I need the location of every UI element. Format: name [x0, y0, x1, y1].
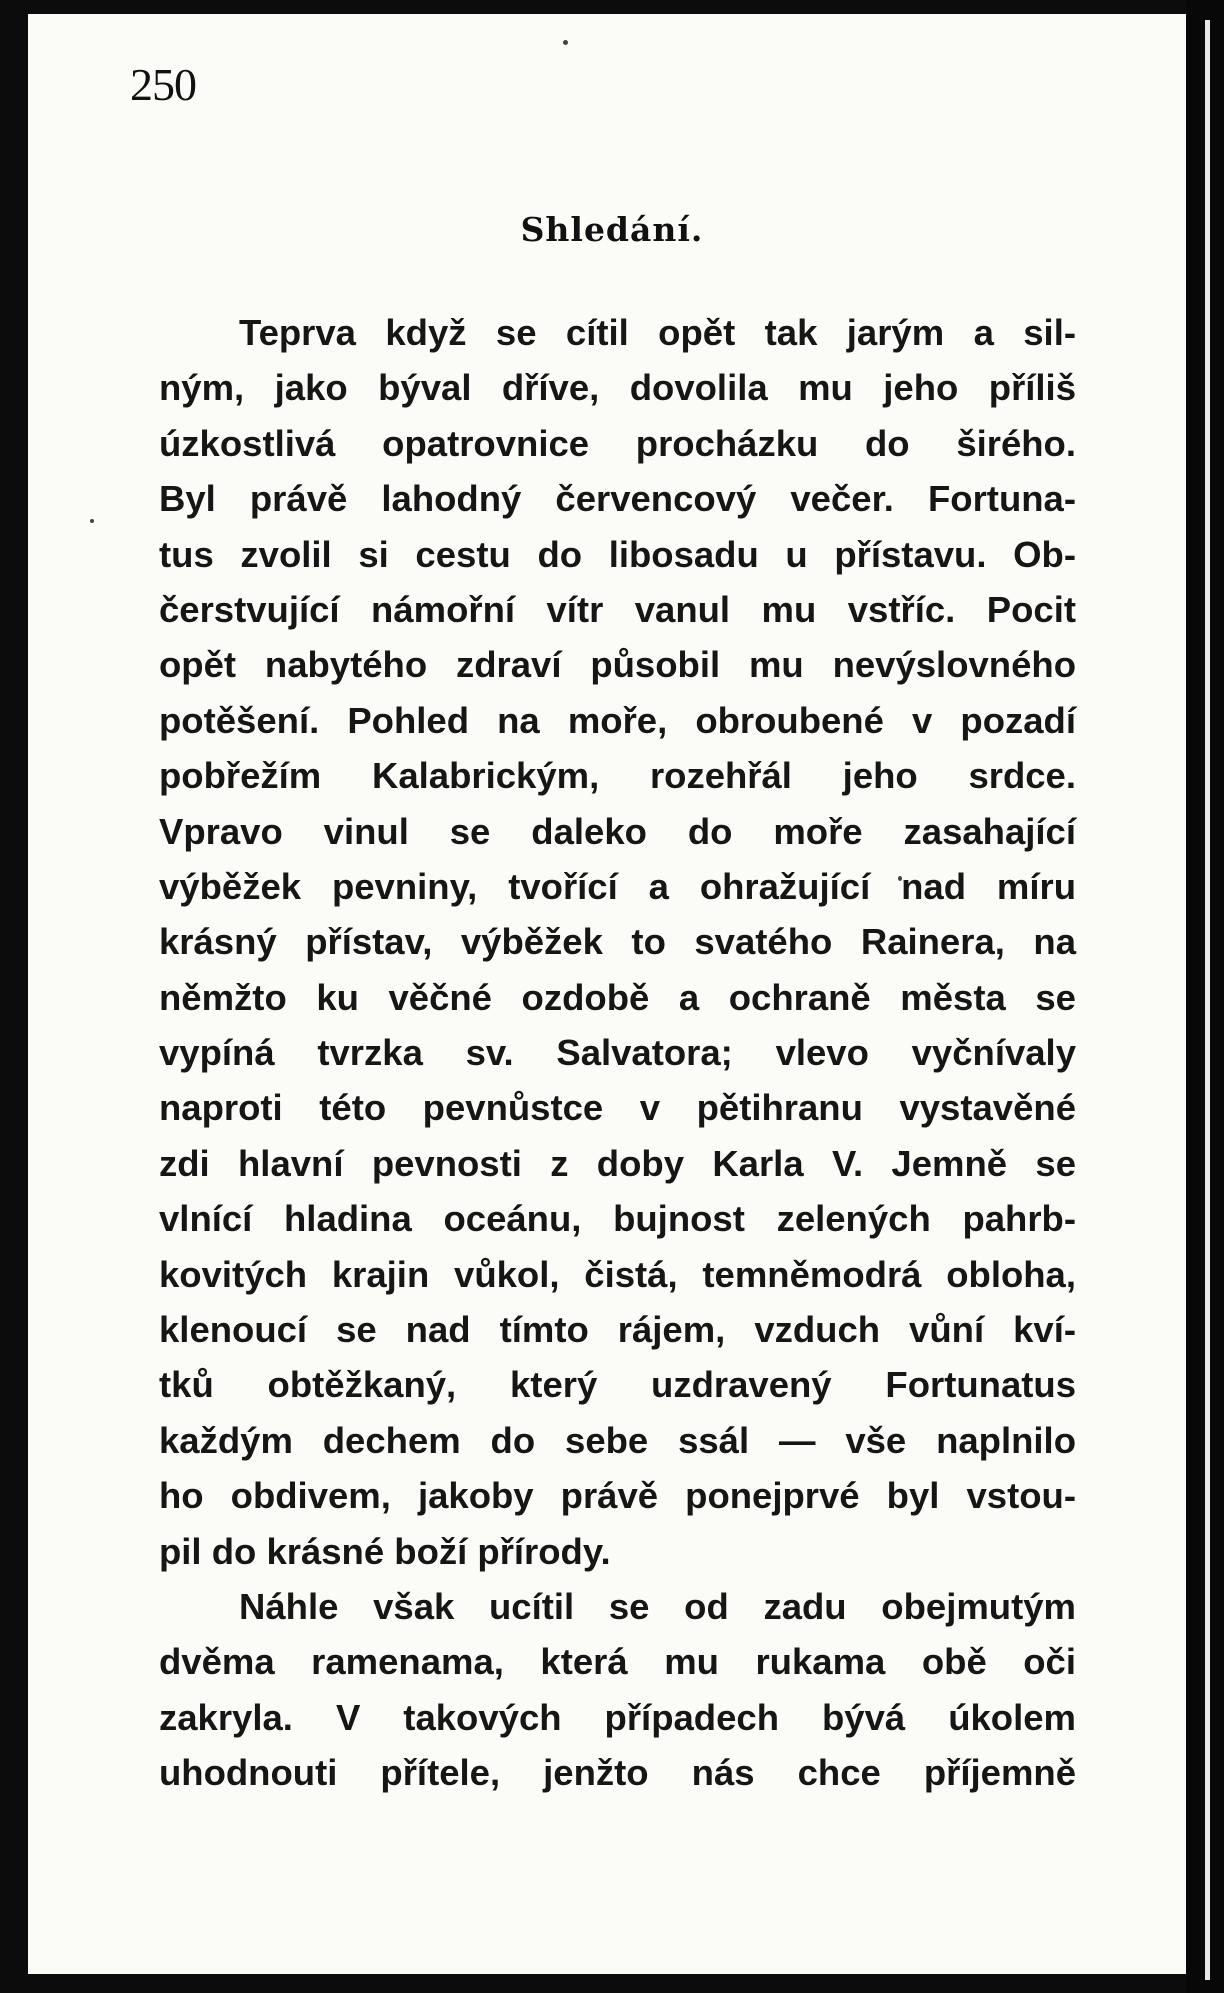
text-line: pil do krásné boží přírody.: [159, 1530, 611, 1572]
text-line: krásný přístav, výběžek to svatého Rainera, na: [159, 921, 1076, 963]
text-line: vlnící hladina oceánu, bujnost zelených pahrb-: [159, 1198, 1076, 1240]
text-line: opět nabytého zdraví působil mu nevýslovného: [159, 644, 1076, 686]
text-line: čerstvující námořní vítr vanul mu vstříc. Pocit: [159, 588, 1076, 630]
text-line: dvěma ramenama, která mu rukama obě oči: [159, 1641, 1076, 1683]
text-line: pobřežím Kalabrickým, rozehřál jeho srdce.: [159, 755, 1076, 797]
text-line: zakryla. V takových případech bývá úkolem: [159, 1696, 1076, 1738]
text-line: potěšení. Pohled na moře, obroubené v pozadí: [159, 699, 1076, 741]
body-text: [159, 305, 1076, 1801]
text-line: úzkostlivá opatrovnice procházku do širého.: [159, 422, 1076, 464]
text-line: výběžek pevniny, tvořící a ohražující nad míru: [159, 865, 1076, 907]
text-line: klenoucí se nad tímto rájem, vzduch vůní kví-: [159, 1309, 1076, 1351]
text-line: ho obdivem, jakoby právě ponejprvé byl vstou-: [159, 1475, 1076, 1517]
text-line: tků obtěžkaný, který uzdravený Fortunatus: [159, 1364, 1076, 1406]
print-speck: [90, 519, 94, 523]
text-line: každým dechem do sebe ssál — vše naplnilo: [159, 1419, 1076, 1461]
text-line: němžto ku věčné ozdobě a ochraně města se: [159, 976, 1076, 1018]
text-line: Byl právě lahodný červencový večer. Fortuna-: [159, 478, 1076, 520]
print-speck: [563, 40, 568, 45]
text-line: uhodnouti přítele, jenžto nás chce příjemně: [159, 1752, 1076, 1794]
next-page-edge: [1205, 20, 1210, 1980]
page-number: 250: [130, 59, 196, 110]
text-line: kovitých krajin vůkol, čistá, temněmodrá obloha,: [159, 1253, 1076, 1295]
text-line: Teprva když se cítil opět tak jarým a sil-: [239, 312, 1076, 353]
chapter-title: Shledání.: [520, 210, 704, 249]
text-line: ným, jako býval dříve, dovolila mu jeho příliš: [159, 367, 1076, 409]
text-line: tus zvolil si cestu do libosadu u přístavu. Ob-: [159, 533, 1076, 575]
text-line: vypíná tvrzka sv. Salvatora; vlevo vyčnívaly: [159, 1032, 1076, 1074]
text-line: naproti této pevnůstce v pětihranu vystavěné: [159, 1087, 1076, 1129]
text-line: zdi hlavní pevnosti z doby Karla V. Jemně se: [159, 1142, 1076, 1184]
text-line: Náhle však ucítil se od zadu obejmutým: [239, 1585, 1076, 1627]
text-line: Vpravo vinul se daleko do moře zasahající: [159, 810, 1076, 852]
